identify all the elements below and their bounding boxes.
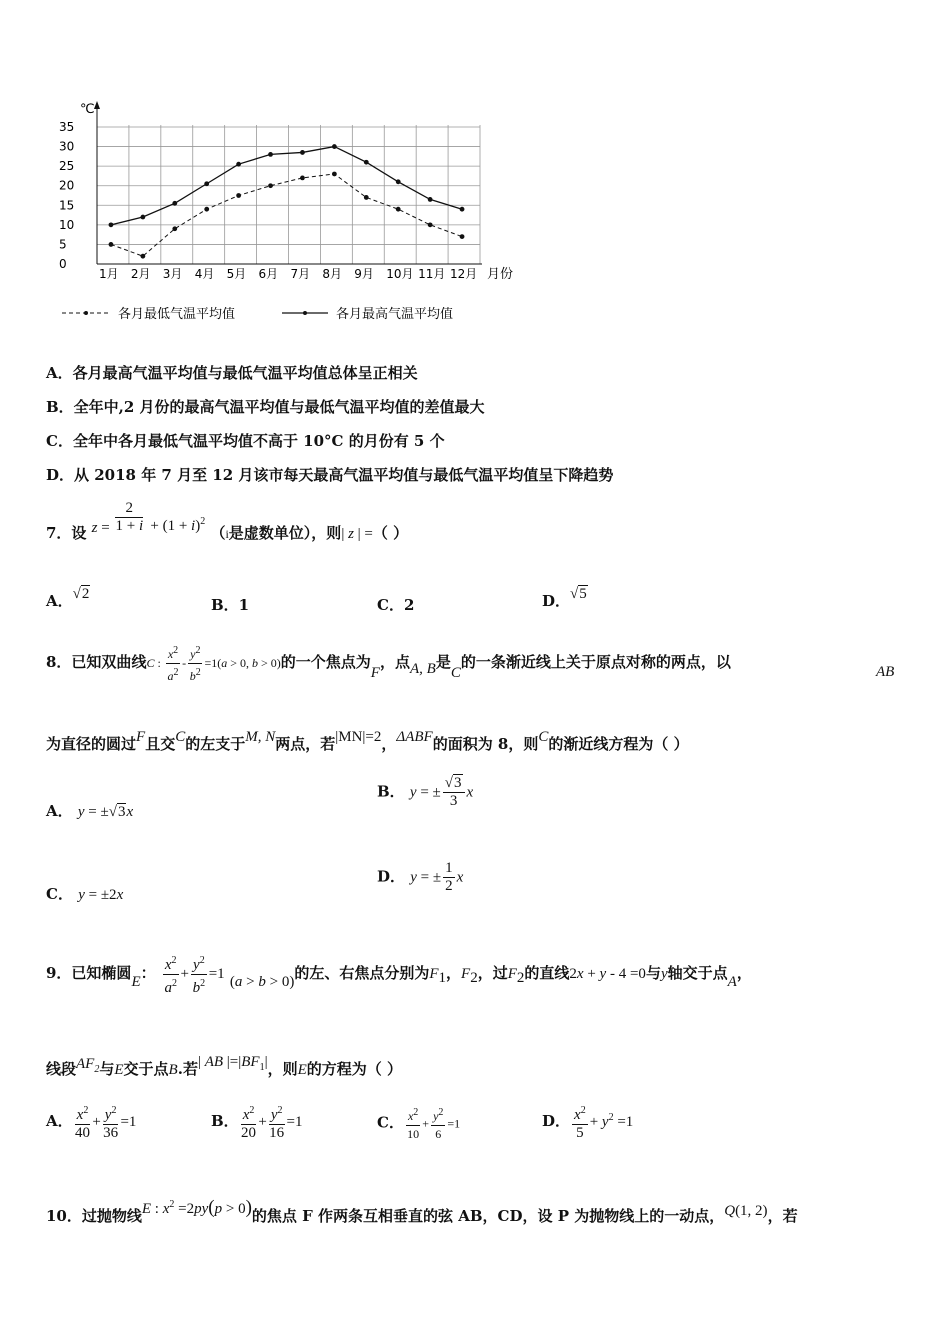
q7-option-c: C．2 (377, 596, 415, 614)
q8-option-c: C． y = ±2x (46, 885, 124, 903)
q9-stem-line2: 线段$AF_2$与E交于点B.若| AB $|=|BF_1|$，则E的方程为（ ） (46, 1054, 403, 1078)
x-tick-8: 8月 (322, 267, 343, 281)
q6-option-d: D．从 2018 年 7 月至 12 月该市每天最高气温平均值与最低气温平均值呈下降趋势 (46, 466, 614, 484)
x-tick-7: 7月 (290, 267, 311, 281)
point-solid-5 (236, 162, 241, 167)
x-tick-4: 4月 (194, 267, 215, 281)
q10-stem: 10．过抛物线E : $x^2 =2py(p > 0)$的焦点 F 作两条互相垂直的弦 AB，CD，设 P 为抛物线上的一动点，Q(1, 2)，若 (46, 1197, 798, 1225)
q7-option-d: D．√5 (542, 586, 587, 610)
point-dashed-9 (364, 195, 369, 200)
q8-stem-line1: 8．已知双曲线C : $\frac{x^2}{a^2}$ - $\frac{y^2}{b^2}$ =1(a > 0, b > 0)的一个焦点为F，点A, B是C的一条渐近线上关于原点对称的两点，以 (46, 640, 731, 695)
legend-dashed-marker (84, 311, 88, 315)
y-tick-0: 0 (59, 257, 67, 271)
q6-option-b: B．全年中,2 月份的最高气温平均值与最低气温平均值的差值最大 (46, 398, 485, 416)
y-tick-labels (59, 120, 74, 271)
chart-axes (94, 101, 482, 264)
q6-option-a: A．各月最高气温平均值与最低气温平均值总体呈正相关 (46, 364, 418, 382)
point-dashed-3 (172, 226, 177, 231)
point-solid-10 (396, 179, 401, 184)
point-dashed-7 (300, 175, 305, 180)
y-axis-arrow (94, 101, 100, 109)
x-tick-6: 6月 (258, 267, 279, 281)
point-solid-12 (460, 207, 465, 212)
legend-high-label: 各月最高气温平均值 (336, 307, 454, 322)
point-dashed-6 (268, 183, 273, 188)
y-tick-35: 35 (59, 120, 75, 134)
point-solid-7 (300, 150, 305, 155)
q7-option-b: B．1 (211, 596, 250, 614)
x-tick-5: 5月 (226, 267, 247, 281)
point-dashed-4 (204, 207, 209, 212)
temperature-chart (40, 95, 540, 335)
y-tick-15: 15 (59, 198, 75, 213)
q9-stem-line1: 9．已知椭圆E： $\frac{x^2}{a^2}$ + $\frac{y^2}{b^2}$ =1 (a > b > 0)的左、右焦点分别为$F_1$，$F_2$，过$F_2$的直线2x + y - 4 =0与y轴交于点A， (46, 945, 752, 1010)
point-solid-6 (268, 152, 273, 157)
x-tick-10: 10月 (386, 267, 414, 281)
x-tick-1: 1月 (98, 267, 119, 281)
x-tick-11: 11月 (418, 267, 446, 281)
x-tick-9: 9月 (354, 267, 374, 281)
q6-option-c: C．全年中各月最低气温平均值不高于 10°C 的月份有 5 个 (46, 432, 445, 450)
q7-stem: 7．设 z = $\frac{2}{1 + i}$ + $(1 + i)^2$ （i是虚数单位），则| z | =（ ） (46, 500, 409, 542)
legend-solid-marker (303, 311, 307, 315)
x-tick-2: 2月 (130, 267, 151, 281)
q9-option-c: C． $\frac{x^2}{10}$ + $\frac{y^2}{6}$ =1 (377, 1104, 460, 1143)
point-solid-3 (172, 201, 177, 206)
point-solid-4 (204, 181, 209, 186)
point-dashed-11 (428, 222, 433, 227)
y-tick-25: 25 (59, 159, 75, 174)
q9-option-a: A． $\frac{x^2}{40}$ + $\frac{y^2}{36}$ =1 (46, 1102, 136, 1142)
q8-ab: AB (876, 664, 895, 680)
q9-option-d: D． $\frac{x^2}{5}$ + $y^2 =1$ (542, 1102, 633, 1142)
point-dashed-8 (332, 172, 337, 177)
point-dashed-2 (140, 254, 145, 259)
q9-option-b: B． $\frac{x^2}{20}$ + $\frac{y^2}{16}$ =1 (211, 1102, 302, 1142)
point-dashed-10 (396, 207, 401, 212)
y-tick-30: 30 (59, 139, 75, 154)
point-solid-11 (428, 197, 433, 202)
y-tick-20: 20 (59, 178, 75, 193)
q8-stem-line2: 为直径的圆过F且交C的左支于M, N两点，若|MN|=2，ΔABF的面积为 8，则C的渐近线方程为（ ） (46, 729, 689, 753)
point-dashed-12 (460, 234, 465, 239)
q8-option-a: A． y = ±√3x (46, 802, 134, 820)
point-solid-9 (364, 160, 369, 165)
x-tick-12: 12月 (450, 267, 478, 281)
x-axis-label: 月份 (487, 267, 514, 282)
point-dashed-5 (236, 193, 241, 198)
legend-low-label: 各月最低气温平均值 (118, 307, 236, 322)
series-lines (109, 144, 465, 258)
point-dashed-1 (109, 242, 114, 247)
x-tick-labels (99, 267, 477, 281)
y-tick-5: 5 (59, 237, 67, 252)
q7-option-a: A．√2 (46, 586, 90, 610)
point-solid-8 (332, 144, 337, 149)
point-solid-2 (140, 215, 145, 220)
y-tick-10: 10 (59, 217, 75, 232)
y-axis-label: ℃ (80, 102, 95, 117)
x-tick-3: 3月 (162, 267, 183, 281)
point-solid-1 (109, 222, 114, 227)
series-line-dashed (111, 174, 462, 256)
q8-option-d: D． y = ± $\frac{1}{2}$ x (377, 860, 464, 894)
q8-option-b: B． y = ± $\frac{√3}{3}$ x (377, 775, 474, 809)
